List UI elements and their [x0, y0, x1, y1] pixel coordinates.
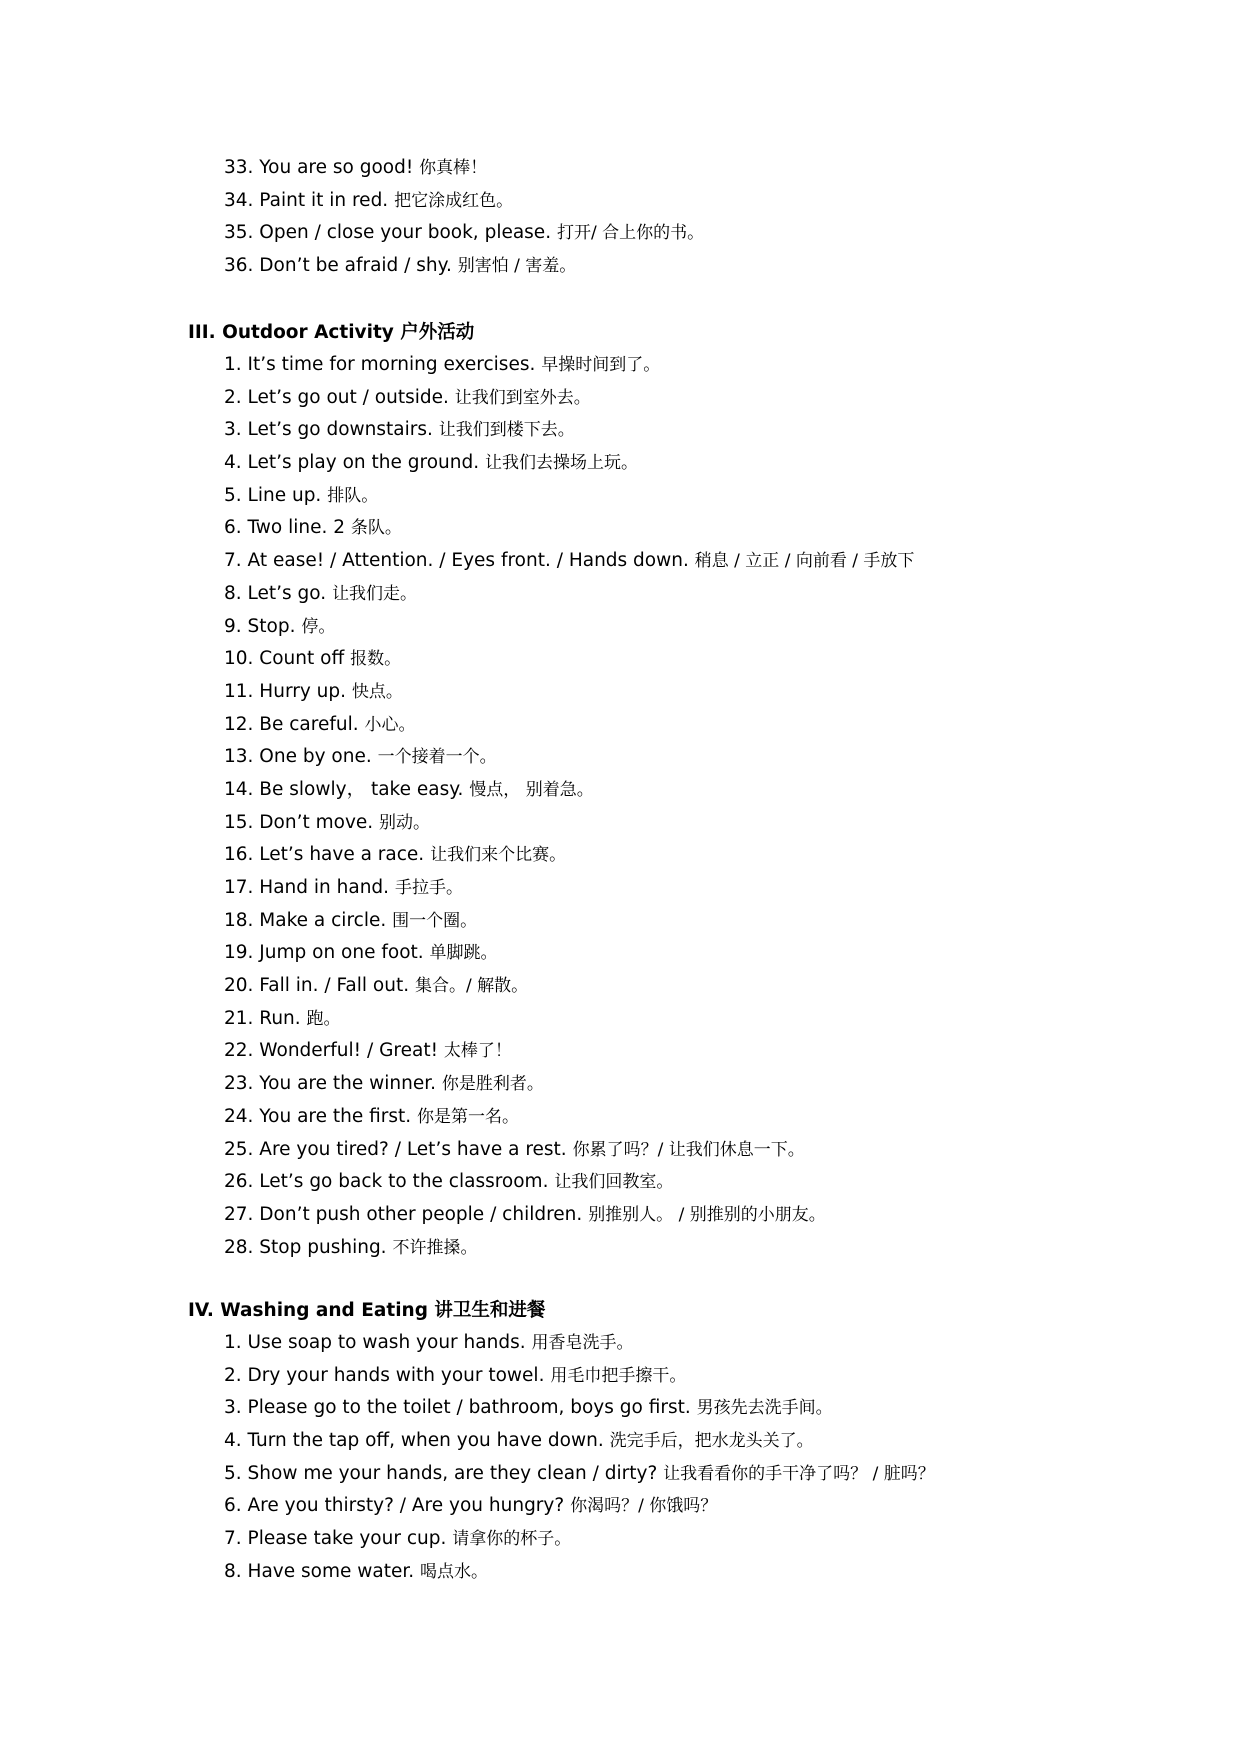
chinese-translation: 早操时间到了。: [541, 355, 661, 375]
chinese-translation: 不许推搡。: [392, 1237, 478, 1258]
chinese-translation: 围一个圈。: [392, 910, 478, 931]
english-phrase: 2. Dry your hands with your towel.: [224, 1364, 545, 1386]
list-item: [224, 937, 1188, 970]
list-item: [224, 905, 1188, 938]
list-item: [224, 250, 1188, 283]
list-item: [224, 1003, 1188, 1036]
list-item: [224, 1523, 1188, 1556]
list-item: [224, 349, 1188, 382]
chinese-translation: 一个接着一个。: [377, 747, 497, 768]
chinese-translation: 你累了吗？/ 让我们休息一下。: [572, 1139, 805, 1160]
chinese-translation: 跑。: [306, 1008, 341, 1029]
chinese-translation: 让我们回教室。: [554, 1172, 674, 1193]
list-item: [224, 774, 1188, 807]
english-phrase: 35. Open / close your book, please.: [224, 222, 552, 244]
english-phrase: 5. Line up.: [224, 484, 322, 506]
chinese-translation: 让我看看你的手干净了吗？ / 脏吗？: [663, 1463, 935, 1484]
english-phrase: 11. Hurry up.: [224, 680, 347, 702]
english-phrase: 34. Paint it in red.: [224, 189, 389, 211]
chinese-translation: 慢点， 别着急。: [469, 779, 594, 800]
phrase-list: [188, 152, 1188, 283]
list-item: [224, 1035, 1188, 1068]
chinese-translation: 洗完手后，把水龙头关了。: [609, 1431, 814, 1452]
english-phrase: 4. Let’s play on the ground.: [224, 452, 480, 474]
list-item: [224, 611, 1188, 644]
english-phrase: 17. Hand in hand.: [224, 877, 390, 898]
english-phrase: 19. Jump on one foot.: [224, 942, 424, 964]
chinese-translation: 稍息 / 立正 / 向前看 / 手放下: [694, 551, 915, 572]
chinese-translation: 把它涂成红色。: [394, 190, 514, 211]
chinese-translation: 停。: [301, 616, 336, 637]
section-title: III. Outdoor Activity 户外活动: [188, 322, 475, 343]
list-item: [224, 872, 1188, 905]
chinese-translation: 集合。/ 解散。: [415, 976, 529, 997]
chinese-translation: 喝点水。: [420, 1561, 489, 1582]
list-item: [224, 1327, 1188, 1360]
list-item: [224, 709, 1188, 742]
list-item: [224, 480, 1188, 513]
list-item: [224, 970, 1188, 1003]
english-phrase: 4. Turn the tap off, when you have down.: [224, 1430, 604, 1452]
chinese-translation: 打开/ 合上你的书。: [556, 223, 705, 244]
english-phrase: 10. Count off: [224, 648, 345, 670]
list-item: [224, 152, 1188, 185]
english-phrase: 12. Be careful.: [224, 713, 359, 735]
chinese-translation: 让我们去操场上玩。: [485, 453, 638, 474]
chinese-translation: 手拉手。: [394, 878, 463, 898]
chinese-translation: 用毛巾把手擦干。: [550, 1365, 687, 1386]
phrase-list: [188, 1327, 1188, 1589]
english-phrase: 1. Use soap to wash your hands.: [224, 1332, 526, 1353]
chinese-translation: 让我们走。: [332, 583, 418, 604]
english-phrase: 26. Let’s go back to the classroom.: [224, 1171, 549, 1193]
chinese-translation: 单脚跳。: [429, 943, 498, 964]
chinese-translation: 让我们到楼下去。: [438, 420, 575, 441]
list-item: [224, 1490, 1188, 1523]
chinese-translation: 你是胜利者。: [441, 1074, 544, 1095]
english-phrase: 3. Please go to the toilet / bathroom, boys go first.: [224, 1397, 691, 1419]
list-item: [224, 839, 1188, 872]
english-phrase: 21. Run.: [224, 1007, 301, 1029]
english-phrase: 36. Don’t be afraid / shy.: [224, 255, 452, 277]
chinese-translation: 条队。: [350, 518, 402, 539]
list-item: [224, 1166, 1188, 1199]
list-item: [224, 1392, 1188, 1425]
english-phrase: 13. One by one.: [224, 746, 372, 768]
chinese-translation: 请拿你的杯子。: [452, 1529, 572, 1550]
chinese-translation: 快点。: [351, 681, 403, 702]
list-item: [224, 1458, 1188, 1491]
english-phrase: 2. Let’s go out / outside.: [224, 386, 449, 408]
chinese-translation: 报数。: [350, 649, 402, 670]
chinese-translation: 用香皂洗手。: [531, 1333, 634, 1353]
list-item: [224, 382, 1188, 415]
chinese-translation: 你渴吗？/ 你饿吗？: [570, 1496, 718, 1517]
section-title: IV. Washing and Eating 讲卫生和进餐: [188, 1300, 546, 1321]
english-phrase: 6. Are you thirsty? / Are you hungry?: [224, 1495, 565, 1517]
chinese-translation: 别推别人。 / 别推别的小朋友。: [588, 1204, 826, 1225]
english-phrase: 7. At ease! / Attention. / Eyes front. / Hands down.: [224, 550, 689, 572]
english-phrase: 18. Make a circle.: [224, 909, 387, 931]
list-item: [224, 185, 1188, 218]
list-item: [224, 1425, 1188, 1458]
list-item: [224, 545, 1188, 578]
chinese-translation: 排队。: [327, 485, 379, 506]
english-phrase: 5. Show me your hands, are they clean / dirty?: [224, 1462, 658, 1484]
chinese-translation: 你真棒！: [419, 158, 488, 178]
chinese-translation: 你是第一名。: [417, 1106, 520, 1127]
english-phrase: 27. Don’t push other people / children.: [224, 1203, 583, 1225]
list-item: [224, 512, 1188, 545]
english-phrase: 23. You are the winner.: [224, 1073, 437, 1095]
english-phrase: 8. Have some water.: [224, 1560, 415, 1582]
list-item: [224, 1199, 1188, 1232]
phrase-list: [188, 349, 1188, 1264]
chinese-translation: 别害怕 / 害羞。: [457, 256, 577, 277]
chinese-translation: 太棒了！: [443, 1041, 512, 1062]
section-washing-and-eating: [188, 1294, 1188, 1589]
english-phrase: 8. Let’s go.: [224, 582, 327, 604]
english-phrase: 7. Please take your cup.: [224, 1528, 447, 1550]
list-item: [224, 447, 1188, 480]
chinese-translation: 男孩先去洗手间。: [696, 1398, 833, 1419]
list-item: [224, 578, 1188, 611]
chinese-translation: 让我们来个比赛。: [430, 845, 567, 866]
list-item: [224, 643, 1188, 676]
chinese-translation: 让我们到室外去。: [454, 387, 591, 408]
section-continued: [188, 152, 1188, 283]
chinese-translation: 别动。: [379, 812, 431, 833]
english-phrase: 1. It’s time for morning exercises.: [224, 354, 536, 375]
english-phrase: 33. You are so good!: [224, 157, 414, 178]
english-phrase: 22. Wonderful! / Great!: [224, 1040, 438, 1062]
english-phrase: 6. Two line. 2: [224, 517, 346, 539]
english-phrase: 24. You are the first.: [224, 1105, 412, 1127]
list-item: [224, 1101, 1188, 1134]
list-item: [224, 1232, 1188, 1265]
list-item: [224, 676, 1188, 709]
list-item: [224, 217, 1188, 250]
chinese-translation: 小心。: [364, 714, 416, 735]
list-item: [224, 741, 1188, 774]
english-phrase: 9. Stop.: [224, 615, 296, 637]
list-item: [224, 1556, 1188, 1589]
english-phrase: 15. Don’t move.: [224, 811, 374, 833]
english-phrase: 25. Are you tired? / Let’s have a rest.: [224, 1138, 567, 1160]
list-item: [224, 1134, 1188, 1167]
list-item: [224, 1068, 1188, 1101]
list-item: [224, 1360, 1188, 1393]
english-phrase: 20. Fall in. / Fall out.: [224, 975, 410, 997]
list-item: [224, 807, 1188, 840]
english-phrase: 14. Be slowly， take easy.: [224, 778, 464, 800]
list-item: [224, 414, 1188, 447]
english-phrase: 3. Let’s go downstairs.: [224, 419, 433, 441]
english-phrase: 28. Stop pushing.: [224, 1236, 387, 1258]
english-phrase: 16. Let’s have a race.: [224, 844, 425, 866]
section-outdoor-activity: [188, 316, 1188, 1264]
